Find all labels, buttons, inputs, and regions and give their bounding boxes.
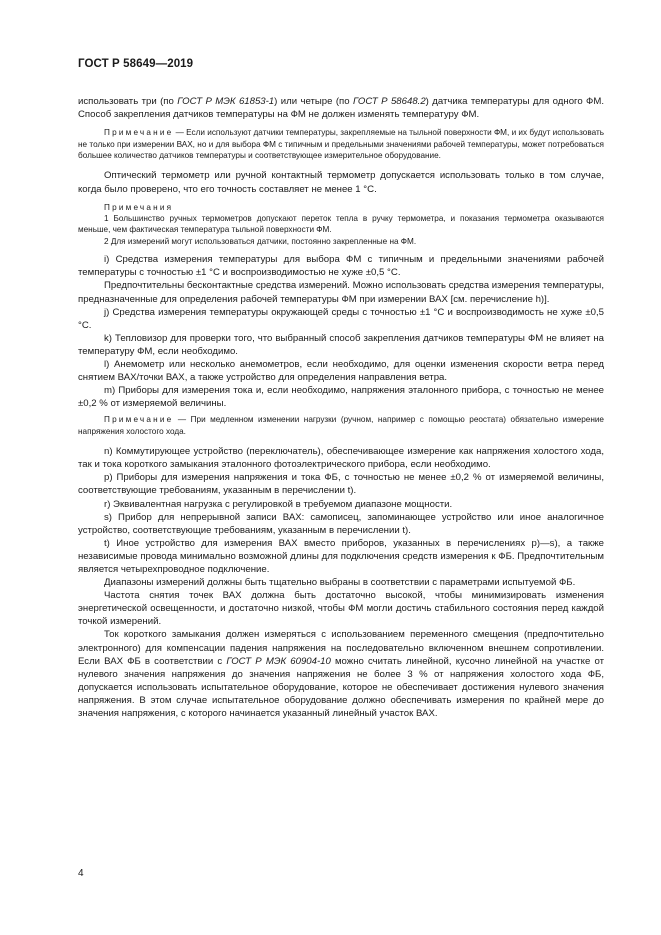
list-item-l: l) Анемометр или несколько анемометров, если необходимо, для оценки изменения скорости ветра перед снятием ВАХ/точки ВАХ, а также устройство для определения направления ветра. [78,358,604,384]
note-load [78,414,604,437]
list-item-j: j) Средства измерения температуры окружающей среды с точностью ±1 °С и воспроизводимость не хуже ±0,5 °С. [78,306,604,331]
page-number: 4 [78,868,84,879]
note-sensors [78,127,604,161]
paragraph-sampling-rate: Частота снятия точек ВАХ должна быть достаточно высокой, чтобы минимизировать изменения энергетической освещенности, и достаточно низкой, чтобы ФМ могли достичь стабильного состояния перед каждой точкой измерений. [78,590,604,628]
paragraph-short-circuit [78,628,604,720]
note-item-1: 1 Большинство ручных термометров допускают переток тепла в ручку термометра, и показания термометра оказываются меньше, чем фактическая температура тыльной поверхности ФМ. [78,214,604,235]
page-content [78,95,604,720]
note-label: Примечание [104,128,174,138]
note-item-2: 2 Для измерений могут использоваться датчики, постоянно закрепленные на ФМ. [104,236,417,246]
paragraph-ranges: Диапазоны измерений должны быть тщательно выбраны в соответствии с параметрами испытуемой ФБ. [104,577,576,589]
paragraph-sensors-count [78,95,604,121]
text-span: можно считать линейной, кусочно линейной на участке от нулевого значения напряжения до значения напряжения не более 3 % от напряжения холостого хода ФБ, допускается использовать испытательное оборудование, которое не обеспечивает достижения нулевого значения напряжения. В этом случае испытательное оборудование должно обеспечивать измерения по крайней мере до значения напряжения, с которого начинается указанный линейный участок ВАХ. [78,655,604,720]
text-span: использовать три (по [78,96,178,107]
list-item-k: k) Тепловизор для проверки того, что выбранный способ закрепления датчиков температуры ФМ не влияет на температуру ФМ, если необходимо. [78,332,604,357]
paragraph-contactless: Предпочтительны бесконтактные средства измерений. Можно использовать средства измерения температуры, предназначенные для определения рабочей температуры ФМ при измерении ВАХ [см. перечисление h)]. [78,280,604,305]
text-span: Ток короткого замыкания должен измеряться с использованием переменного смещения (предпочтительно электронного) для компенсации падения напряжения на последовательно включенном внешнем сопротивлении. Если ВАХ ФБ в соответствии с [78,629,604,667]
notes-label [78,202,604,213]
page-header-standard: ГОСТ Р 58649—2019 [78,58,194,70]
list-item-m: m) Приборы для измерения тока и, если необходимо, напряжения эталонного прибора, с точностью не менее ±0,2 % от измеряемой величины. [78,385,604,410]
list-item-r: r) Эквивалентная нагрузка с регулировкой в требуемом диапазоне мощности. [104,498,453,510]
standard-reference: ГОСТ Р МЭК 61853-1 [177,96,275,107]
note-label: Примечание [104,415,174,425]
list-item-n: n) Коммутирующее устройство (переключатель), обеспечивающее измерение как напряжения холостого хода, так и тока короткого замыкания эталонного фотоэлектрического прибора, если необходимо. [78,446,604,471]
list-item-t: t) Иное устройство для измерения ВАХ вместо приборов, указанных в перечислениях p)—s), а также независимые провода минимально возможной длины для подключения средств измерения к ФБ. Предпочтительным является четырехпроводное подключение. [78,537,604,575]
note-text: — При медленном изменении нагрузки (ручном, например с помощью реостата) обязательно измерение напряжения холостого хода. [78,415,604,436]
text-span: ) или четыре (по [274,96,353,107]
note-text: — Если используют датчики температуры, закрепляемые на тыльной поверхности ФМ, и их будут использовать не только при измерении ВАХ, но и для выбора ФМ с типичным и предельными значениями рабочей температуры, может потребоваться большее количество датчиков температуры и соответствующее измерительное оборудование. [78,128,604,160]
list-item-p: p) Приборы для измерения напряжения и тока ФБ, с точностью не менее ±0,2 % от измеряемой величины, соответствующие требованиям, указанным в перечислении t). [78,472,604,497]
text-span: ) датчика температуры для одного ФМ. Способ закрепления датчиков температуры на ФМ не должен изменять температуру ФМ. [78,96,604,121]
standard-reference: ГОСТ Р 58648.2 [352,96,426,107]
list-item-i: i) Средства измерения температуры для выбора ФМ с типичным и предельными значениями рабочей температуры с точностью ±1 °С и воспроизводимостью не хуже ±0,5 °С. [78,254,604,279]
notes-label-text: Примечания [104,202,174,212]
standard-reference: ГОСТ Р МЭК 60904-10 [226,655,331,667]
paragraph-optical-thermometer: Оптический термометр или ручной контактный термометр допускается использовать только в том случае, когда было проверено, что его точность составляет не менее 1 °С. [78,170,604,195]
list-item-s: s) Прибор для непрерывной записи ВАХ: самописец, запоминающее устройство или иное аналогичное устройство, соответствующие требованиям, указанным в перечислении t). [78,511,604,536]
